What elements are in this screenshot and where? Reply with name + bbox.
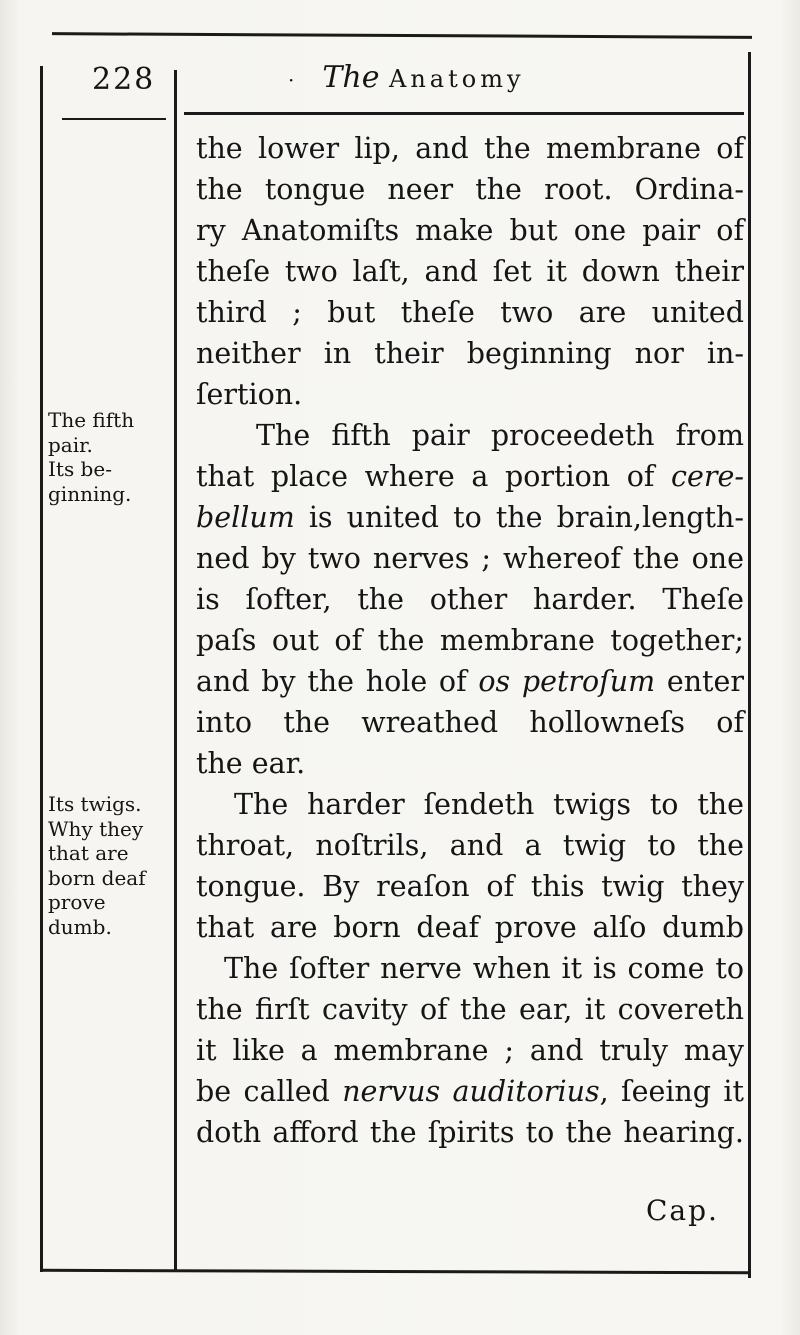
text-line: the ear. — [196, 747, 306, 780]
column-divider-rule — [174, 70, 177, 1272]
margin-note-twigs — [48, 792, 172, 939]
text-line: paſs out of the membrane together; — [196, 624, 744, 657]
text-line: and by the hole of os petroſum enter — [196, 665, 744, 698]
margin-note-line: that are — [48, 841, 129, 865]
bottom-border-rule — [40, 1269, 750, 1274]
running-head-dot: · — [288, 68, 295, 92]
running-head-anatomy: Anatomy — [389, 65, 525, 93]
text-line: into the wreathed hollowneſs of — [196, 706, 744, 739]
text-line: The harder ſendeth twigs to the — [234, 788, 744, 821]
text-line: the lower lip, and the membrane of — [196, 132, 744, 165]
text-line: ry Anatomiſts make but one pair of — [196, 214, 744, 247]
text-line: ſertion. — [196, 378, 303, 411]
catchword: Cap. — [646, 1194, 719, 1227]
margin-note-line: prove — [48, 890, 106, 914]
text-line: tongue. By reaſon of this twig they — [196, 870, 744, 903]
margin-note-line: pair. — [48, 432, 93, 457]
margin-note-line: Its twigs. — [48, 792, 142, 816]
text-line: theſe two laſt, and ſet it down their — [196, 255, 744, 288]
right-border-rule — [748, 52, 751, 1278]
margin-note-fifth-pair — [48, 408, 172, 506]
text-line: neither in their beginning nor in- — [196, 337, 744, 370]
body-text — [196, 128, 744, 1153]
running-head-the: The — [322, 60, 380, 95]
margin-note-line: ginning. — [48, 481, 132, 506]
margin-note-line: born deaf — [48, 865, 146, 890]
top-border-rule — [52, 32, 752, 39]
text-line: that are born deaf prove alſo dumb — [196, 911, 744, 944]
text-line: third ; but theſe two are united — [196, 296, 744, 329]
margin-note-line: dumb. — [48, 914, 112, 939]
text-line: the firſt cavity of the ear, it covereth — [196, 993, 744, 1026]
page-number: 228 — [92, 62, 156, 97]
header-underline-left — [62, 118, 166, 120]
text-line: it like a membrane ; and truly may — [196, 1034, 744, 1067]
text-line: be called nervus auditorius, ſeeing it — [196, 1075, 744, 1108]
running-head — [288, 60, 688, 95]
text-line: The ſofter nerve when it is come to — [224, 952, 744, 985]
text-line: doth afford the ſpirits to the hearing. — [196, 1116, 744, 1149]
margin-note-line: The fifth — [48, 408, 135, 432]
text-line: throat, noſtrils, and a twig to the — [196, 829, 744, 862]
left-border-rule — [40, 66, 43, 1272]
text-line: that place where a portion of cere- — [196, 460, 744, 493]
text-line: bellum is united to the brain,length- — [196, 501, 744, 534]
header-underline-right — [184, 112, 744, 115]
margin-note-line: Its be- — [48, 457, 112, 481]
text-line: The fifth pair proceedeth from — [256, 419, 744, 452]
margin-note-line: Why they — [48, 816, 144, 841]
text-line: the tongue neer the root. Ordina- — [196, 173, 744, 206]
text-line: is ſofter, the other harder. Theſe — [196, 583, 744, 616]
text-line: ned by two nerves ; whereof the one — [196, 542, 744, 575]
